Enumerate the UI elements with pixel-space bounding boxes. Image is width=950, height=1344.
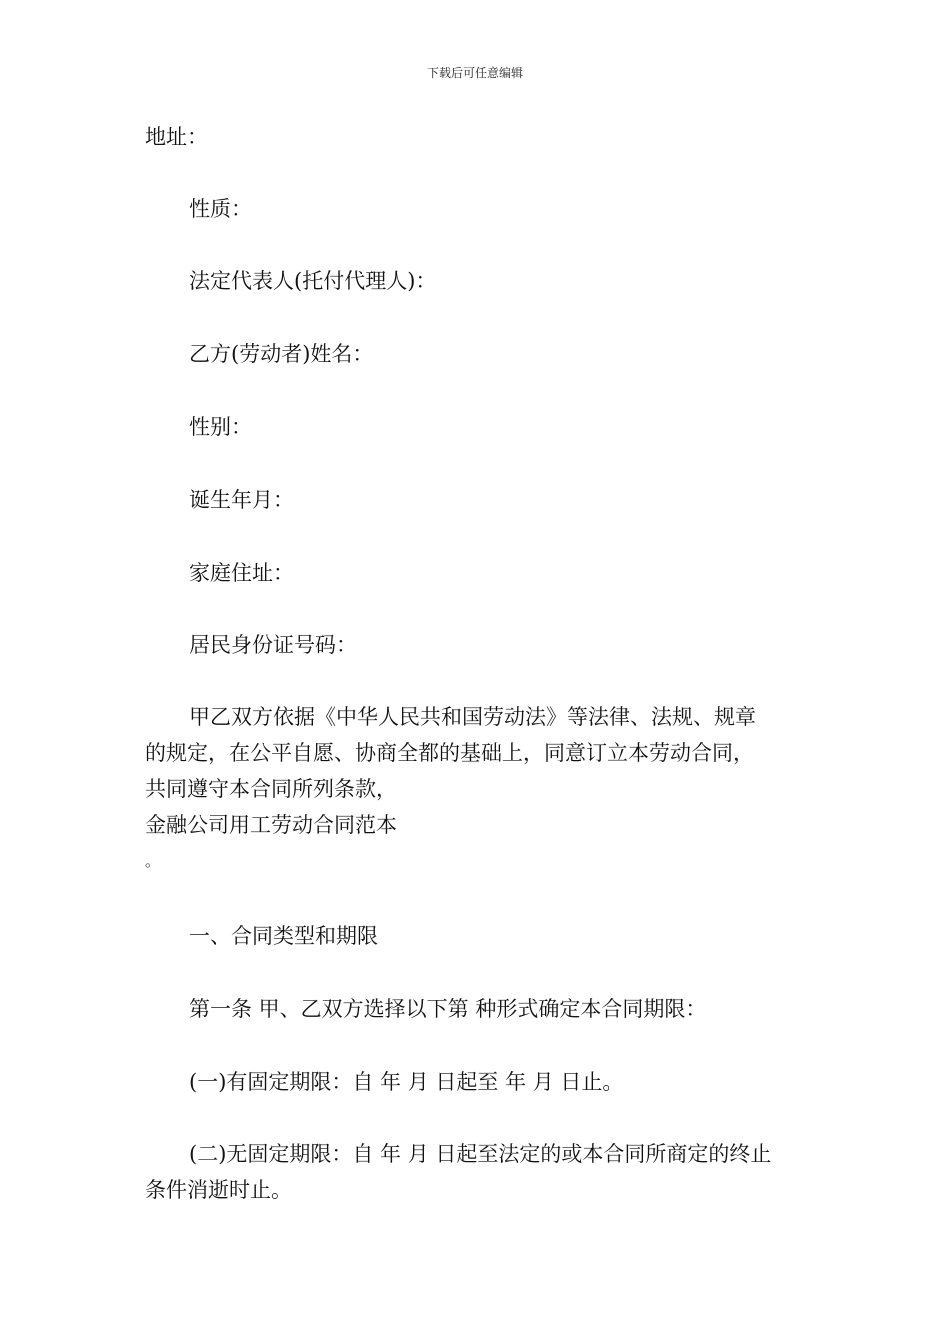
article-one: 第一条 甲、乙双方选择以下第 种形式确定本合同期限： bbox=[189, 997, 707, 1021]
intro-line: 金融公司用工劳动合同范本 bbox=[145, 813, 397, 837]
intro-paragraph bbox=[145, 699, 825, 879]
home-address-label: 家庭住址： bbox=[189, 561, 294, 585]
open-term-line: 条件消逝时止。 bbox=[145, 1178, 292, 1202]
page-header: 下载后可任意编辑 bbox=[426, 66, 523, 80]
nature-label: 性质： bbox=[189, 197, 252, 221]
id-number-label: 居民身份证号码： bbox=[189, 633, 357, 657]
open-term-clause bbox=[145, 1136, 825, 1208]
fixed-term-clause: (一)有固定期限：自 年 月 日起至 年 月 日止。 bbox=[189, 1070, 624, 1094]
gender-label: 性别： bbox=[189, 415, 252, 439]
intro-line: 。 bbox=[145, 852, 161, 870]
open-term-line: (二)无固定期限：自 年 月 日起至法定的或本合同所商定的终止 bbox=[189, 1142, 772, 1166]
intro-line: 的规定，在公平自愿、协商全都的基础上，同意订立本劳动合同， bbox=[145, 741, 754, 765]
birth-date-label: 诞生年月： bbox=[189, 488, 294, 512]
address-label: 地址： bbox=[145, 125, 208, 149]
section-title: 一、合同类型和期限 bbox=[189, 924, 378, 948]
legal-rep-label: 法定代表人(托付代理人)： bbox=[189, 269, 437, 293]
party-b-name-label: 乙方(劳动者)姓名： bbox=[189, 342, 374, 366]
intro-line: 共同遵守本合同所列条款， bbox=[145, 777, 397, 801]
intro-line: 甲乙双方依据《中华人民共和国劳动法》等法律、法规、规章 bbox=[189, 705, 756, 729]
